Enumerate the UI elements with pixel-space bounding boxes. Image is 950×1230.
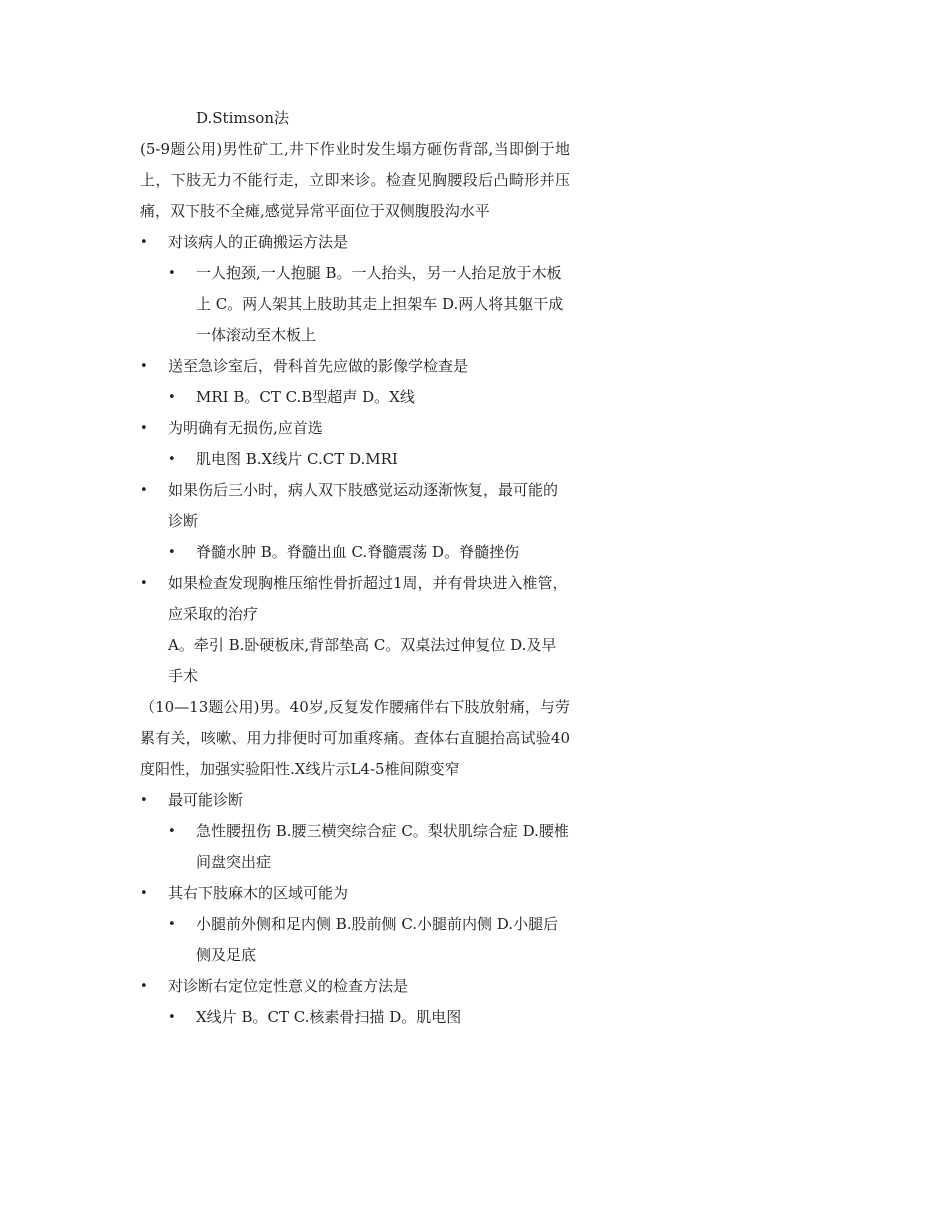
answer-options: • 急性腰扭伤 B.腰三横突综合症 C。梨状肌综合症 D.腰椎间盘突出症 — [140, 816, 570, 878]
question-item: • 对该病人的正确搬运方法是 — [140, 227, 570, 258]
question-item: • 如果伤后三小时，病人双下肢感觉运动逐渐恢复，最可能的诊断 — [140, 475, 570, 537]
question-list-5-9 — [140, 227, 570, 692]
answer-options: • 肌电图 B.X线片 C.CT D.MRI — [140, 444, 570, 475]
question-item: • 送至急诊室后，骨科首先应做的影像学检查是 — [140, 351, 570, 382]
question-item: • 如果检查发现胸椎压缩性骨折超过1周，并有骨块进入椎管，应采取的治疗 — [140, 568, 570, 630]
answer-options: • 一人抱颈,一人抱腿 B。一人抬头，另一人抬足放于木板上 C。两人架其上肢助其走上担架车 D.两人将其躯干成一体滚动至木板上 — [140, 258, 570, 351]
case-intro-5-9: (5-9题公用)男性矿工,井下作业时发生塌方砸伤背部,当即倒于地上，下肢无力不能行走，立即来诊。检查见胸腰段后凸畸形并压痛，双下肢不全瘫,感觉异常平面位于双侧腹股沟水平 — [140, 140, 570, 220]
question-item: • 最可能诊断 — [140, 785, 570, 816]
question-item: • 对诊断右定位定性意义的检查方法是 — [140, 971, 570, 1002]
document-page — [140, 103, 570, 1033]
answer-options: • 脊髓水肿 B。脊髓出血 C.脊髓震荡 D。脊髓挫伤 — [140, 537, 570, 568]
question-item: • 其右下肢麻木的区域可能为 — [140, 878, 570, 909]
answer-options: • X线片 B。CT C.核素骨扫描 D。肌电图 — [140, 1002, 570, 1033]
question-list-10-13 — [140, 785, 570, 1033]
answer-options: • MRI B。CT C.B型超声 D。X线 — [140, 382, 570, 413]
option-line-stimson: D.Stimson法 — [196, 109, 289, 127]
case-intro-10-13: （10—13题公用)男。40岁,反复发作腰痛伴右下肢放射痛，与劳累有关，咳嗽、用力排便时可加重疼痛。查体右直腿抬高试验40度阳性，加强实验阳性.X线片示L4-5椎间隙变窄 — [140, 698, 570, 778]
answer-options: • 小腿前外侧和足内侧 B.股前侧 C.小腿前内侧 D.小腿后侧及足底 — [140, 909, 570, 971]
answer-options: A。牵引 B.卧硬板床,背部垫高 C。双桌法过伸复位 D.及早手术 — [168, 636, 557, 685]
question-item: • 为明确有无损伤,应首选 — [140, 413, 570, 444]
